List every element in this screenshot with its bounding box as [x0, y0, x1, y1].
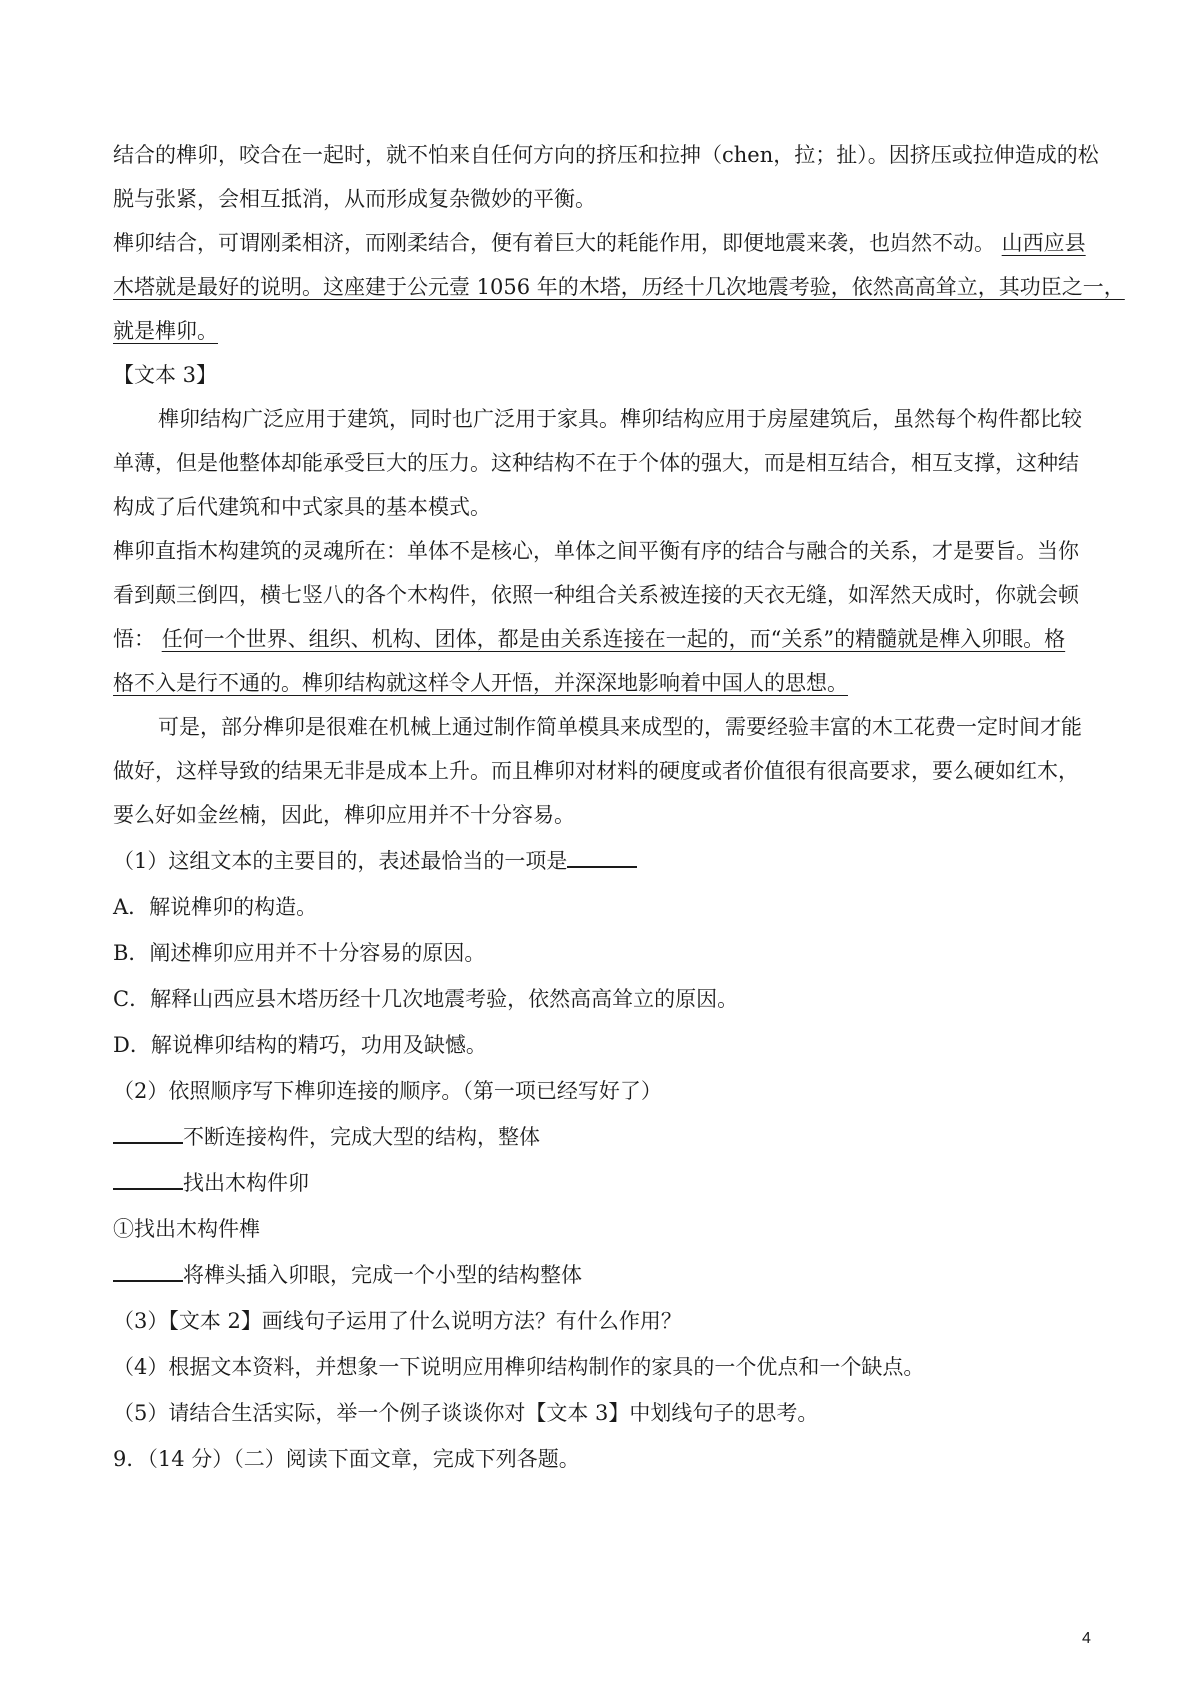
question-5: （5）请结合生活实际，举一个例子谈谈你对【文本 3】中划线句子的思考。 [113, 1401, 819, 1425]
text2-paragraph2-line3: 就是榫卯。 [113, 319, 218, 343]
page-number: 4 [1082, 1630, 1091, 1647]
question-4: （4）根据文本资料，并想象一下说明应用榫卯结构制作的家具的一个优点和一个缺点。 [113, 1355, 925, 1379]
text2-paragraph2-line2: 木塔就是最好的说明。这座建于公元壹 1056 年的木塔，历经十几次地震考验，依然高高耸立，其功臣之一， [113, 275, 1125, 299]
text3-paragraph3-line1: 可是，部分榫卯是很难在机械上通过制作简单模具来成型的，需要经验丰富的木工花费一定时间才能 [158, 715, 1082, 739]
text3-heading: 【文本 3】 [113, 363, 218, 387]
underlined-sentence-text2: 山西应县 [1001, 231, 1086, 255]
question-1-text: （1）这组文本的主要目的，表述最恰当的一项是 [113, 849, 568, 873]
option-b: B．阐述榫卯应用并不十分容易的原因。 [113, 941, 486, 965]
question-2-step-text: 找出木构件卯 [183, 1171, 309, 1195]
question-9: 9．（14 分）（二）阅读下面文章，完成下列各题。 [113, 1447, 580, 1471]
text2-paragraph2-plain: 榫卯结合，可谓刚柔相济，而刚柔结合，便有着巨大的耗能作用，即便地震来袭，也岿然不动。 [113, 231, 1002, 255]
text2-paragraph2-line1 [113, 228, 1103, 258]
underlined-sentence-text3: 任何一个世界、组织、机构、团体，都是由关系连接在一起的，而“关系”的精髓就是榫入卯眼。格 [161, 627, 1066, 651]
text3-paragraph1-line1: 榫卯结构广泛应用于建筑，同时也广泛用于家具。榫卯结构应用于房屋建筑后，虽然每个构件都比较 [158, 407, 1082, 431]
text2-paragraph1-line1: 结合的榫卯，咬合在一起时，就不怕来自任何方向的挤压和拉抻（chen，拉；扯）。因挤压或拉伸造成的松 [113, 143, 1099, 167]
text3-paragraph1-line2: 单薄，但是他整体却能承受巨大的压力。这种结构不在于个体的强大，而是相互结合，相互支撑，这种结 [113, 451, 1079, 475]
text3-paragraph3-line2: 做好，这样导致的结果无非是成本上升。而且榫卯对材料的硬度或者价值很有很高要求，要么硬如红木， [113, 759, 1079, 783]
text3-paragraph2-line1: 榫卯直指木构建筑的灵魂所在：单体不是核心，单体之间平衡有序的结合与融合的关系，才是要旨。当你 [113, 539, 1079, 563]
answer-blank-step[interactable] [113, 1122, 183, 1144]
question-3: （3）【文本 2】画线句子运用了什么说明方法？有什么作用？ [113, 1309, 682, 1333]
text3-paragraph2-line4: 格不入是行不通的。榫卯结构就这样令人开悟，并深深地影响着中国人的思想。 [113, 671, 848, 695]
text2-paragraph1-line2: 脱与张紧，会相互抵消，从而形成复杂微妙的平衡。 [113, 187, 596, 211]
question-2-step-text: 将榫头插入卯眼，完成一个小型的结构整体 [183, 1263, 582, 1287]
text3-paragraph2-line2: 看到颠三倒四，横七竖八的各个木构件，依照一种组合关系被连接的天衣无缝，如浑然天成时，你就会顿 [113, 583, 1079, 607]
answer-blank-q1[interactable] [567, 846, 637, 868]
answer-blank-step[interactable] [113, 1168, 183, 1190]
text3-paragraph2-line3 [113, 624, 1103, 654]
option-a: A．解说榫卯的构造。 [113, 895, 318, 919]
option-c: C．解释山西应县木塔历经十几次地震考验，依然高高耸立的原因。 [113, 987, 739, 1011]
text3-paragraph1-line3: 构成了后代建筑和中式家具的基本模式。 [113, 495, 491, 519]
question-1 [113, 846, 1103, 876]
question-2-step [113, 1122, 1103, 1152]
answer-blank-step[interactable] [113, 1260, 183, 1282]
text3-paragraph3-line3: 要么好如金丝楠，因此，榫卯应用并不十分容易。 [113, 803, 575, 827]
question-2-step [113, 1260, 1103, 1290]
question-2-step [113, 1168, 1103, 1198]
question-2-step: ①找出木构件榫 [113, 1217, 260, 1241]
question-2-step-text: 不断连接构件，完成大型的结构，整体 [183, 1125, 540, 1149]
question-2: （2）依照顺序写下榫卯连接的顺序。（第一项已经写好了） [113, 1079, 662, 1103]
text3-paragraph2-plain: 悟： [113, 627, 162, 651]
option-d: D．解说榫卯结构的精巧，功用及缺憾。 [113, 1033, 487, 1057]
